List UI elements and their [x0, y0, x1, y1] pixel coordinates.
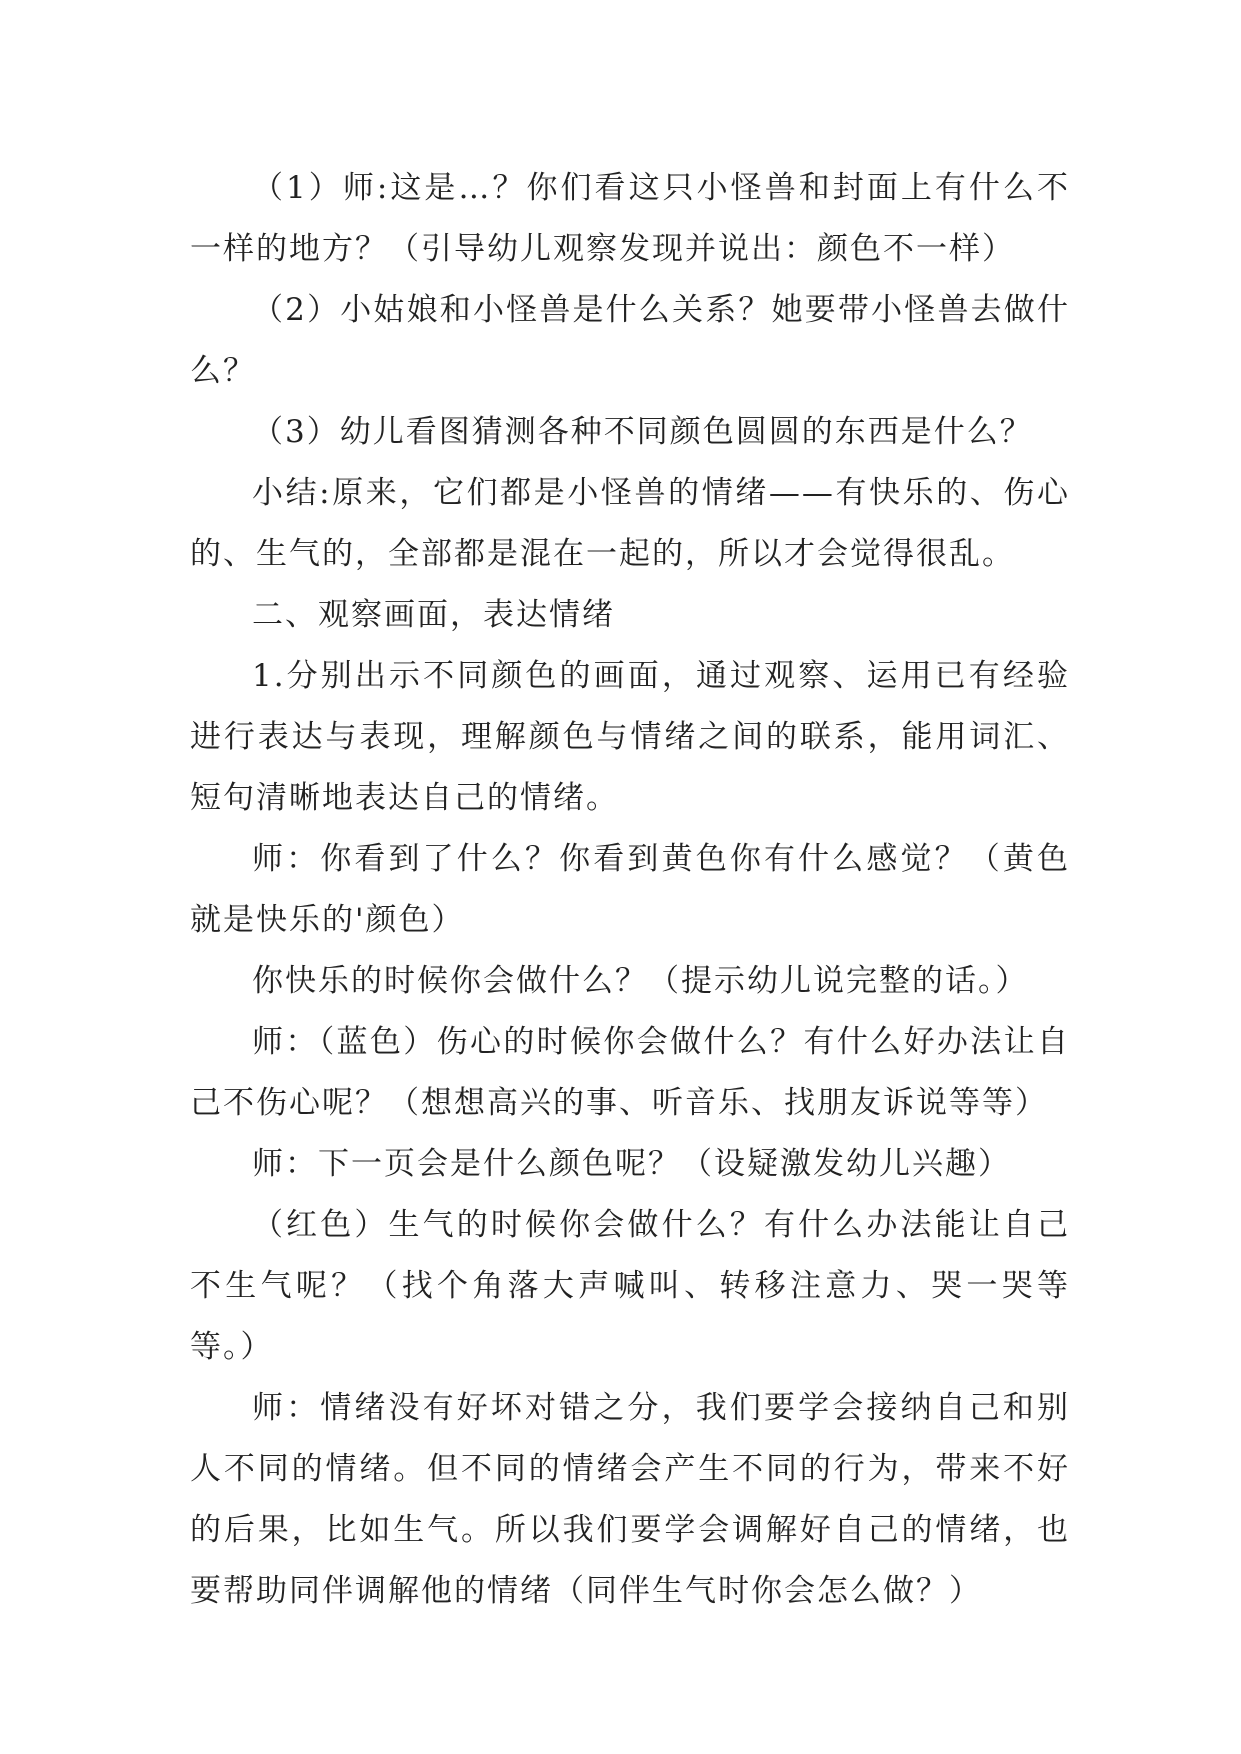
- paragraph-red: （红色）生气的时候你会做什么？有什么办法能让自己不生气呢？（找个角落大声喊叫、转移注意力、哭一哭等等。）: [190, 1207, 1070, 1365]
- paragraph-question-2: （2）小姑娘和小怪兽是什么关系？她要带小怪兽去做什么？: [190, 292, 1070, 389]
- section-heading: 二、观察画面，表达情绪: [252, 597, 615, 633]
- paragraph-next-page: 师：下一页会是什么颜色呢？（设疑激发幼儿兴趣）: [252, 1146, 1011, 1182]
- paragraph-step-1: 1.分别出示不同颜色的画面，通过观察、运用已有经验进行表达与表现，理解颜色与情绪之间的联系，能用词汇、短句清晰地表达自己的情绪。: [190, 658, 1070, 816]
- paragraph-happy: 你快乐的时候你会做什么？（提示幼儿说完整的话。）: [252, 963, 1029, 999]
- paragraph-question-3: （3）幼儿看图猜测各种不同颜色圆圆的东西是什么？: [252, 414, 1033, 450]
- paragraph-question-1: （1）师:这是…？你们看这只小怪兽和封面上有什么不一样的地方？（引导幼儿观察发现并说出：颜色不一样）: [190, 170, 1070, 267]
- paragraph-blue: 师：（蓝色）伤心的时候你会做什么？有什么好办法让自己不伤心呢？（想想高兴的事、听音乐、找朋友诉说等等）: [190, 1024, 1070, 1121]
- document-body: [190, 158, 1070, 1622]
- paragraph-summary: 小结:原来，它们都是小怪兽的情绪——有快乐的、伤心的、生气的，全部都是混在一起的，所以才会觉得很乱。: [190, 475, 1070, 572]
- paragraph-conclusion: 师：情绪没有好坏对错之分，我们要学会接纳自己和别人不同的情绪。但不同的情绪会产生不同的行为，带来不好的后果，比如生气。所以我们要学会调解好自己的情绪，也要帮助同伴调解他的情绪（同伴生气时你会怎么做？）: [190, 1390, 1070, 1609]
- paragraph-yellow: 师：你看到了什么？你看到黄色你有什么感觉？（黄色就是快乐的'颜色）: [190, 841, 1070, 938]
